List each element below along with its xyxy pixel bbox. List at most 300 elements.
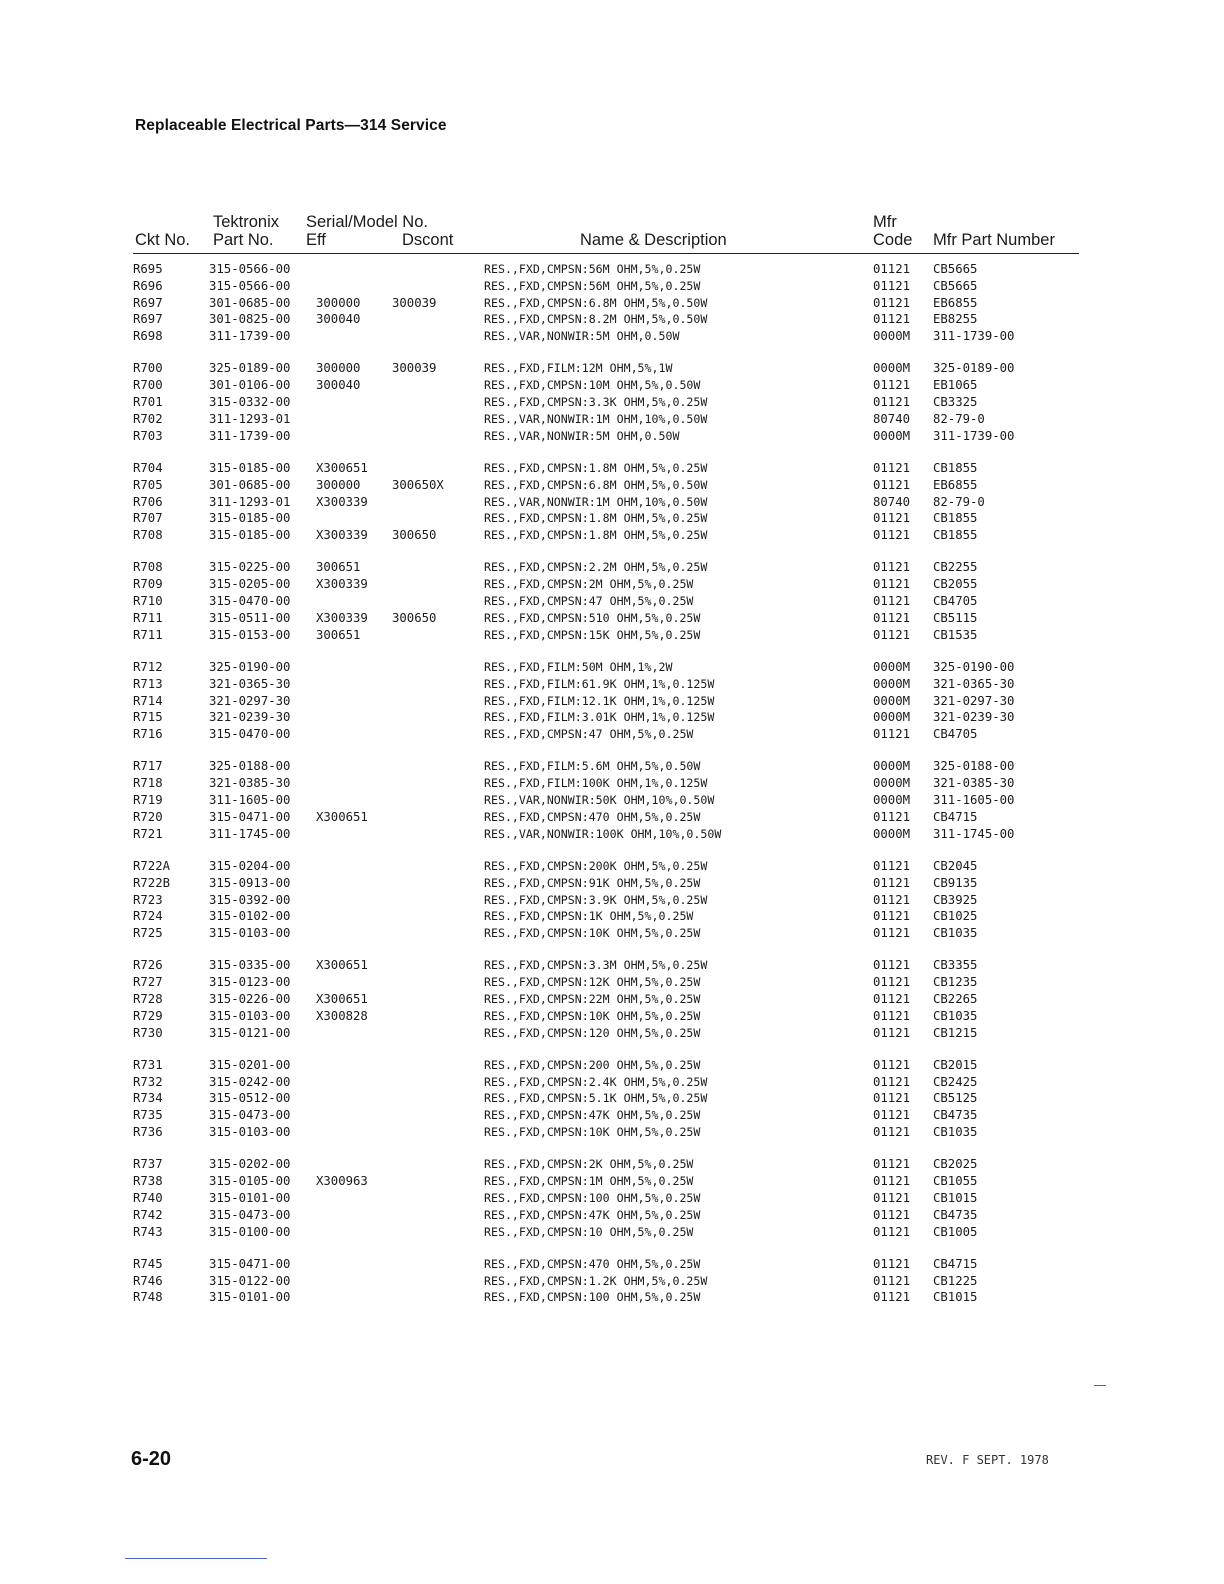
mfr-code-cell: 01121: [873, 1008, 911, 1023]
mfr-code-cell: 01121: [873, 875, 911, 890]
mfr-part-number-cell: CB5665: [933, 262, 978, 276]
ckt-no-cell: R708: [133, 528, 163, 543]
table-row: [0, 429, 1224, 446]
mfr-part-number-cell: CB1215: [933, 1025, 978, 1040]
description-cell: RES.,FXD,FILM:5.6M OHM,5%,0.50W: [484, 759, 701, 774]
description-cell: RES.,FXD,CMPSN:1.8M OHM,5%,0.25W: [484, 460, 708, 475]
description-cell: RES.,FXD,CMPSN:10 OHM,5%,0.25W: [484, 1224, 694, 1239]
mfr-part-number-cell: 82-79-0: [933, 494, 985, 509]
part-no-cell: 315-0123-00: [209, 975, 291, 990]
ckt-no-cell: R717: [133, 759, 163, 774]
mfr-part-number-cell: CB1035: [933, 926, 978, 941]
eff-cell: X300651: [316, 991, 368, 1006]
table-row: [0, 312, 1224, 329]
header-mfr: Mfr: [873, 213, 897, 231]
mfr-code-cell: 0000M: [873, 710, 911, 725]
header-code: Code: [873, 231, 913, 249]
eff-cell: X300651: [316, 958, 368, 973]
part-no-cell: 325-0190-00: [209, 659, 291, 674]
mfr-code-cell: 01121: [873, 528, 911, 543]
row-group: [0, 262, 1224, 346]
mfr-code-cell: 01121: [873, 909, 911, 924]
description-cell: RES.,FXD,CMPSN:100 OHM,5%,0.25W: [484, 1190, 701, 1205]
eff-cell: 300651: [316, 560, 361, 575]
description-cell: RES.,FXD,CMPSN:6.8M OHM,5%,0.50W: [484, 295, 708, 310]
ckt-no-cell: R697: [133, 312, 163, 327]
ckt-no-cell: R713: [133, 676, 163, 691]
part-no-cell: 301-0106-00: [209, 378, 291, 393]
table-row: [0, 1208, 1224, 1225]
mfr-code-cell: 0000M: [873, 826, 911, 841]
mfr-code-cell: 01121: [873, 395, 911, 410]
description-cell: RES.,FXD,CMPSN:56M OHM,5%,0.25W: [484, 262, 701, 276]
table-row: [0, 611, 1224, 628]
part-no-cell: 321-0365-30: [209, 676, 291, 691]
part-no-cell: 315-0473-00: [209, 1108, 291, 1123]
description-cell: RES.,FXD,CMPSN:91K OHM,5%,0.25W: [484, 875, 701, 890]
mfr-code-cell: 01121: [873, 958, 911, 973]
description-cell: RES.,FXD,CMPSN:10K OHM,5%,0.25W: [484, 1008, 701, 1023]
description-cell: RES.,FXD,CMPSN:1K OHM,5%,0.25W: [484, 909, 694, 924]
description-cell: RES.,FXD,CMPSN:10K OHM,5%,0.25W: [484, 926, 701, 941]
ckt-no-cell: R748: [133, 1290, 163, 1305]
mfr-part-number-cell: 325-0189-00: [933, 361, 1015, 376]
table-row: [0, 279, 1224, 296]
mfr-code-cell: 01121: [873, 991, 911, 1006]
mfr-part-number-cell: 311-1605-00: [933, 793, 1015, 808]
ckt-no-cell: R738: [133, 1174, 163, 1189]
ckt-no-cell: R704: [133, 460, 163, 475]
mfr-code-cell: 01121: [873, 477, 911, 492]
table-row: [0, 759, 1224, 776]
part-no-cell: 315-0103-00: [209, 926, 291, 941]
header-name-description: Name & Description: [580, 231, 727, 249]
description-cell: RES.,FXD,FILM:100K OHM,1%,0.125W: [484, 776, 708, 791]
description-cell: RES.,FXD,CMPSN:2M OHM,5%,0.25W: [484, 577, 694, 592]
ckt-no-cell: R737: [133, 1157, 163, 1172]
table-row: [0, 793, 1224, 810]
part-no-cell: 315-0332-00: [209, 395, 291, 410]
ckt-no-cell: R745: [133, 1256, 163, 1271]
part-no-cell: 315-0226-00: [209, 991, 291, 1006]
table-row: [0, 660, 1224, 677]
mfr-code-cell: 80740: [873, 494, 911, 509]
mfr-part-number-cell: EB6855: [933, 477, 978, 492]
ckt-no-cell: R696: [133, 278, 163, 293]
mfr-code-cell: 0000M: [873, 759, 911, 774]
ckt-no-cell: R707: [133, 511, 163, 526]
description-cell: RES.,FXD,CMPSN:1.2K OHM,5%,0.25W: [484, 1273, 708, 1288]
table-row: [0, 958, 1224, 975]
mfr-part-number-cell: CB1035: [933, 1125, 978, 1140]
ckt-no-cell: R703: [133, 428, 163, 443]
dscont-cell: 300039: [392, 361, 437, 376]
row-group: [0, 1058, 1224, 1142]
mfr-code-cell: 01121: [873, 560, 911, 575]
ckt-no-cell: R706: [133, 494, 163, 509]
mfr-part-number-cell: CB4735: [933, 1207, 978, 1222]
mfr-part-number-cell: 311-1739-00: [933, 329, 1015, 344]
mfr-code-cell: 01121: [873, 295, 911, 310]
description-cell: RES.,FXD,CMPSN:200 OHM,5%,0.25W: [484, 1057, 701, 1072]
ckt-no-cell: R720: [133, 809, 163, 824]
mfr-part-number-cell: CB3925: [933, 892, 978, 907]
table-row: [0, 694, 1224, 711]
table-row: [0, 1009, 1224, 1026]
part-no-cell: 325-0189-00: [209, 361, 291, 376]
mfr-part-number-cell: CB1025: [933, 909, 978, 924]
mfr-code-cell: 01121: [873, 262, 911, 276]
part-no-cell: 311-1293-01: [209, 494, 291, 509]
table-row: [0, 992, 1224, 1009]
mfr-code-cell: 01121: [873, 1125, 911, 1140]
part-no-cell: 325-0188-00: [209, 759, 291, 774]
mfr-code-cell: 01121: [873, 809, 911, 824]
table-row: [0, 926, 1224, 943]
part-no-cell: 315-0185-00: [209, 511, 291, 526]
mfr-code-cell: 01121: [873, 312, 911, 327]
header-serial-model: Serial/Model No.: [306, 213, 428, 231]
part-no-cell: 315-0185-00: [209, 460, 291, 475]
part-no-cell: 315-0566-00: [209, 262, 291, 276]
header-tektronix: Tektronix: [213, 213, 280, 231]
mfr-part-number-cell: 321-0239-30: [933, 710, 1015, 725]
mfr-part-number-cell: CB1855: [933, 511, 978, 526]
part-no-cell: 311-1739-00: [209, 428, 291, 443]
eff-cell: X300339: [316, 577, 368, 592]
dscont-cell: 300650: [392, 610, 437, 625]
eff-cell: X300651: [316, 809, 368, 824]
ckt-no-cell: R746: [133, 1273, 163, 1288]
mfr-part-number-cell: CB2055: [933, 577, 978, 592]
mfr-code-cell: 80740: [873, 411, 911, 426]
part-no-cell: 315-0473-00: [209, 1207, 291, 1222]
ckt-no-cell: R725: [133, 926, 163, 941]
mfr-part-number-cell: 321-0365-30: [933, 676, 1015, 691]
description-cell: RES.,VAR,NONWIR:5M OHM,0.50W: [484, 428, 680, 443]
table-row: [0, 909, 1224, 926]
mfr-code-cell: 01121: [873, 278, 911, 293]
mfr-part-number-cell: CB1855: [933, 460, 978, 475]
eff-cell: X300963: [316, 1174, 368, 1189]
mfr-part-number-cell: 311-1739-00: [933, 428, 1015, 443]
description-cell: RES.,FXD,CMPSN:6.8M OHM,5%,0.50W: [484, 477, 708, 492]
mfr-part-number-cell: 325-0188-00: [933, 759, 1015, 774]
table-row: [0, 296, 1224, 313]
ckt-no-cell: R714: [133, 693, 163, 708]
parts-table: [0, 262, 1224, 1323]
mfr-code-cell: 01121: [873, 1091, 911, 1106]
table-row: [0, 262, 1224, 279]
mfr-code-cell: 01121: [873, 858, 911, 873]
part-no-cell: 301-0685-00: [209, 477, 291, 492]
mfr-code-cell: 0000M: [873, 793, 911, 808]
description-cell: RES.,FXD,CMPSN:56M OHM,5%,0.25W: [484, 278, 701, 293]
ckt-no-cell: R734: [133, 1091, 163, 1106]
table-row: [0, 495, 1224, 512]
description-cell: RES.,FXD,CMPSN:47 OHM,5%,0.25W: [484, 727, 694, 742]
eff-cell: 300040: [316, 378, 361, 393]
description-cell: RES.,FXD,CMPSN:10K OHM,5%,0.25W: [484, 1125, 701, 1140]
mfr-part-number-cell: CB4705: [933, 727, 978, 742]
ckt-no-cell: R712: [133, 659, 163, 674]
table-row: [0, 1091, 1224, 1108]
table-row: [0, 876, 1224, 893]
description-cell: RES.,VAR,NONWIR:5M OHM,0.50W: [484, 329, 680, 344]
part-no-cell: 315-0471-00: [209, 1256, 291, 1271]
mfr-part-number-cell: 325-0190-00: [933, 659, 1015, 674]
description-cell: RES.,FXD,FILM:3.01K OHM,1%,0.125W: [484, 710, 715, 725]
row-group: [0, 660, 1224, 744]
page-number: 6-20: [131, 1448, 172, 1470]
ckt-no-cell: R730: [133, 1025, 163, 1040]
mfr-code-cell: 01121: [873, 926, 911, 941]
mfr-part-number-cell: EB1065: [933, 378, 978, 393]
table-row: [0, 478, 1224, 495]
mfr-code-cell: 0000M: [873, 776, 911, 791]
mfr-part-number-cell: CB3355: [933, 958, 978, 973]
description-cell: RES.,FXD,FILM:12.1K OHM,1%,0.125W: [484, 693, 715, 708]
revision-date: REV. F SEPT. 1978: [926, 1453, 1049, 1467]
mfr-code-cell: 0000M: [873, 361, 911, 376]
part-no-cell: 315-0153-00: [209, 627, 291, 642]
mfr-code-cell: 01121: [873, 511, 911, 526]
ckt-no-cell: R701: [133, 395, 163, 410]
ckt-no-cell: R722B: [133, 875, 171, 890]
mfr-code-cell: 01121: [873, 1025, 911, 1040]
table-row: [0, 1075, 1224, 1092]
description-cell: RES.,FXD,CMPSN:22M OHM,5%,0.25W: [484, 991, 701, 1006]
row-group: [0, 560, 1224, 644]
mfr-code-cell: 01121: [873, 1290, 911, 1305]
description-cell: RES.,FXD,CMPSN:2K OHM,5%,0.25W: [484, 1157, 694, 1172]
table-row: [0, 560, 1224, 577]
mfr-code-cell: 0000M: [873, 659, 911, 674]
part-no-cell: 315-0100-00: [209, 1224, 291, 1239]
mfr-part-number-cell: CB2045: [933, 858, 978, 873]
table-row: [0, 1225, 1224, 1242]
mfr-code-cell: 01121: [873, 1057, 911, 1072]
description-cell: RES.,FXD,CMPSN:1.8M OHM,5%,0.25W: [484, 511, 708, 526]
row-group: [0, 1157, 1224, 1241]
part-no-cell: 301-0685-00: [209, 295, 291, 310]
part-no-cell: 315-0471-00: [209, 809, 291, 824]
part-no-cell: 315-0392-00: [209, 892, 291, 907]
description-cell: RES.,FXD,CMPSN:470 OHM,5%,0.25W: [484, 809, 701, 824]
mfr-code-cell: 0000M: [873, 329, 911, 344]
table-row: [0, 329, 1224, 346]
table-row: [0, 594, 1224, 611]
table-row: [0, 1191, 1224, 1208]
description-cell: RES.,VAR,NONWIR:100K OHM,10%,0.50W: [484, 826, 722, 841]
table-row: [0, 1058, 1224, 1075]
dscont-cell: 300039: [392, 295, 437, 310]
table-row: [0, 1290, 1224, 1307]
eff-cell: 300000: [316, 477, 361, 492]
ckt-no-cell: R727: [133, 975, 163, 990]
ckt-no-cell: R710: [133, 594, 163, 609]
description-cell: RES.,FXD,CMPSN:470 OHM,5%,0.25W: [484, 1256, 701, 1271]
ckt-no-cell: R719: [133, 793, 163, 808]
ckt-no-cell: R724: [133, 909, 163, 924]
part-no-cell: 321-0385-30: [209, 776, 291, 791]
ckt-no-cell: R729: [133, 1008, 163, 1023]
mfr-part-number-cell: CB1015: [933, 1190, 978, 1205]
eff-cell: 300000: [316, 295, 361, 310]
mfr-code-cell: 01121: [873, 727, 911, 742]
ckt-no-cell: R735: [133, 1108, 163, 1123]
ckt-no-cell: R702: [133, 411, 163, 426]
eff-cell: X300651: [316, 460, 368, 475]
mfr-code-cell: 01121: [873, 627, 911, 642]
part-no-cell: 311-1293-01: [209, 411, 291, 426]
mfr-part-number-cell: CB1005: [933, 1224, 978, 1239]
mfr-code-cell: 01121: [873, 577, 911, 592]
part-no-cell: 315-0470-00: [209, 594, 291, 609]
eff-cell: 300651: [316, 627, 361, 642]
mfr-code-cell: 01121: [873, 1207, 911, 1222]
eff-cell: X300339: [316, 494, 368, 509]
table-row: [0, 1026, 1224, 1043]
mfr-part-number-cell: CB9135: [933, 875, 978, 890]
ckt-no-cell: R715: [133, 710, 163, 725]
description-cell: RES.,FXD,CMPSN:47K OHM,5%,0.25W: [484, 1108, 701, 1123]
scan-line: [125, 1558, 267, 1559]
mfr-part-number-cell: CB5125: [933, 1091, 978, 1106]
ckt-no-cell: R700: [133, 378, 163, 393]
table-row: [0, 893, 1224, 910]
ckt-no-cell: R698: [133, 329, 163, 344]
part-no-cell: 311-1605-00: [209, 793, 291, 808]
part-no-cell: 315-0242-00: [209, 1074, 291, 1089]
mfr-code-cell: 01121: [873, 1256, 911, 1271]
dscont-cell: 300650X: [392, 477, 444, 492]
description-cell: RES.,VAR,NONWIR:1M OHM,10%,0.50W: [484, 494, 708, 509]
ckt-no-cell: R716: [133, 727, 163, 742]
description-cell: RES.,FXD,CMPSN:15K OHM,5%,0.25W: [484, 627, 701, 642]
eff-cell: 300000: [316, 361, 361, 376]
mfr-part-number-cell: CB2265: [933, 991, 978, 1006]
mfr-code-cell: 01121: [873, 1224, 911, 1239]
mfr-part-number-cell: CB4715: [933, 1256, 978, 1271]
scan-mark: [1094, 1385, 1106, 1386]
row-group: [0, 1257, 1224, 1307]
description-cell: RES.,FXD,CMPSN:12K OHM,5%,0.25W: [484, 975, 701, 990]
mfr-code-cell: 0000M: [873, 428, 911, 443]
mfr-part-number-cell: 82-79-0: [933, 411, 985, 426]
ckt-no-cell: R709: [133, 577, 163, 592]
mfr-part-number-cell: CB1035: [933, 1008, 978, 1023]
table-row: [0, 710, 1224, 727]
mfr-part-number-cell: CB1235: [933, 975, 978, 990]
part-no-cell: 315-0512-00: [209, 1091, 291, 1106]
table-row: [0, 859, 1224, 876]
ckt-no-cell: R711: [133, 627, 163, 642]
part-no-cell: 315-0103-00: [209, 1008, 291, 1023]
mfr-code-cell: 01121: [873, 460, 911, 475]
header-dscont: Dscont: [402, 231, 454, 249]
header-eff: Eff: [306, 231, 326, 249]
part-no-cell: 315-0205-00: [209, 577, 291, 592]
ckt-no-cell: R742: [133, 1207, 163, 1222]
part-no-cell: 315-0101-00: [209, 1290, 291, 1305]
part-no-cell: 315-0470-00: [209, 727, 291, 742]
description-cell: RES.,VAR,NONWIR:1M OHM,10%,0.50W: [484, 411, 708, 426]
mfr-code-cell: 0000M: [873, 676, 911, 691]
table-row: [0, 528, 1224, 545]
mfr-part-number-cell: 321-0297-30: [933, 693, 1015, 708]
table-row: [0, 776, 1224, 793]
mfr-code-cell: 01121: [873, 378, 911, 393]
mfr-code-cell: 01121: [873, 1074, 911, 1089]
mfr-part-number-cell: CB1225: [933, 1273, 978, 1288]
table-row: [0, 577, 1224, 594]
mfr-part-number-cell: CB2015: [933, 1057, 978, 1072]
description-cell: RES.,FXD,CMPSN:3.9K OHM,5%,0.25W: [484, 892, 708, 907]
row-group: [0, 859, 1224, 943]
table-row: [0, 412, 1224, 429]
ckt-no-cell: R723: [133, 892, 163, 907]
description-cell: RES.,FXD,CMPSN:47 OHM,5%,0.25W: [484, 594, 694, 609]
mfr-part-number-cell: CB1535: [933, 627, 978, 642]
row-group: [0, 461, 1224, 545]
ckt-no-cell: R722A: [133, 858, 171, 873]
description-cell: RES.,FXD,CMPSN:1.8M OHM,5%,0.25W: [484, 528, 708, 543]
row-group: [0, 958, 1224, 1042]
page-title: Replaceable Electrical Parts—314 Service: [135, 117, 447, 134]
table-row: [0, 461, 1224, 478]
header-mfr-part-number: Mfr Part Number: [933, 231, 1055, 249]
mfr-code-cell: 0000M: [873, 693, 911, 708]
mfr-part-number-cell: CB1015: [933, 1290, 978, 1305]
mfr-code-cell: 01121: [873, 1108, 911, 1123]
mfr-code-cell: 01121: [873, 1174, 911, 1189]
eff-cell: X300828: [316, 1008, 368, 1023]
mfr-code-cell: 01121: [873, 610, 911, 625]
mfr-code-cell: 01121: [873, 975, 911, 990]
ckt-no-cell: R718: [133, 776, 163, 791]
mfr-code-cell: 01121: [873, 1157, 911, 1172]
description-cell: RES.,FXD,CMPSN:120 OHM,5%,0.25W: [484, 1025, 701, 1040]
mfr-part-number-cell: EB8255: [933, 312, 978, 327]
description-cell: RES.,FXD,CMPSN:100 OHM,5%,0.25W: [484, 1290, 701, 1305]
header-part-no: Part No.: [213, 231, 274, 249]
part-no-cell: 315-0566-00: [209, 278, 291, 293]
description-cell: RES.,FXD,CMPSN:10M OHM,5%,0.50W: [484, 378, 701, 393]
part-no-cell: 315-0101-00: [209, 1190, 291, 1205]
table-row: [0, 827, 1224, 844]
mfr-part-number-cell: CB1855: [933, 528, 978, 543]
mfr-part-number-cell: 321-0385-30: [933, 776, 1015, 791]
ckt-no-cell: R711: [133, 610, 163, 625]
description-cell: RES.,FXD,CMPSN:1M OHM,5%,0.25W: [484, 1174, 694, 1189]
ckt-no-cell: R695: [133, 262, 163, 276]
mfr-code-cell: 01121: [873, 1190, 911, 1205]
table-row: [0, 1174, 1224, 1191]
table-row: [0, 1157, 1224, 1174]
mfr-part-number-cell: 311-1745-00: [933, 826, 1015, 841]
part-no-cell: 315-0121-00: [209, 1025, 291, 1040]
mfr-part-number-cell: CB2025: [933, 1157, 978, 1172]
ckt-no-cell: R708: [133, 560, 163, 575]
description-cell: RES.,VAR,NONWIR:50K OHM,10%,0.50W: [484, 793, 715, 808]
table-row: [0, 975, 1224, 992]
part-no-cell: 315-0202-00: [209, 1157, 291, 1172]
description-cell: RES.,FXD,CMPSN:3.3M OHM,5%,0.25W: [484, 958, 708, 973]
ckt-no-cell: R740: [133, 1190, 163, 1205]
ckt-no-cell: R705: [133, 477, 163, 492]
ckt-no-cell: R743: [133, 1224, 163, 1239]
